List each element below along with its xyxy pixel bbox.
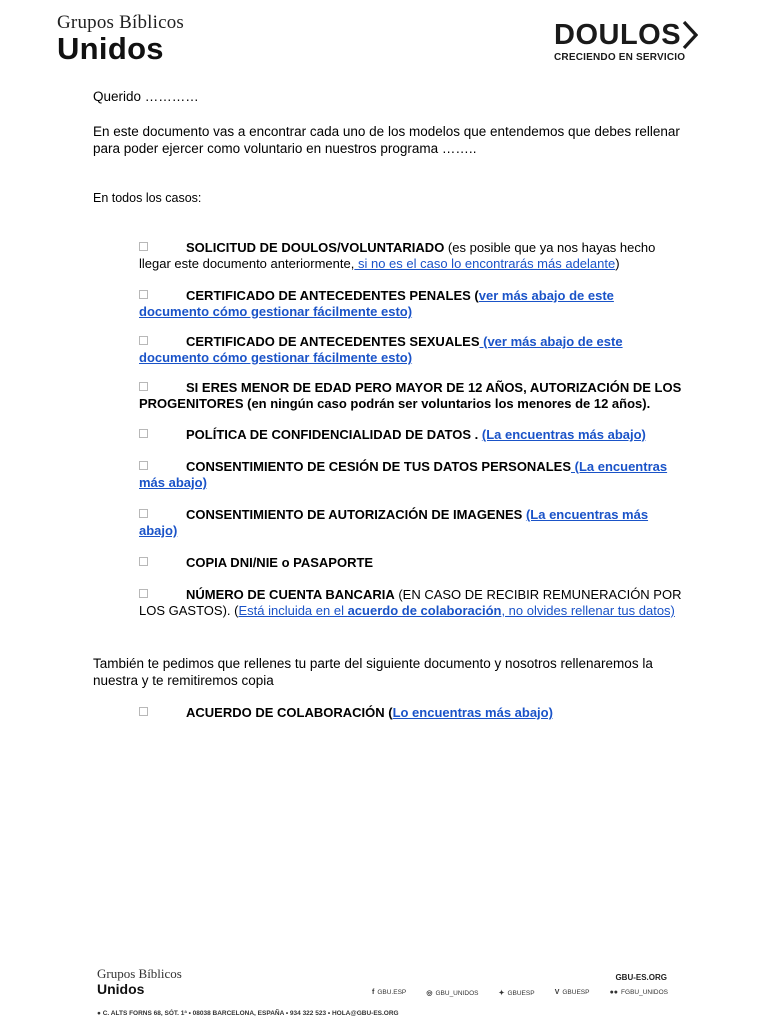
checkbox[interactable]	[139, 290, 148, 299]
gbu-logo-line1: Grupos Bíblicos	[57, 12, 185, 33]
link-encuentras-abajo-politica[interactable]: (La encuentras más abajo)	[481, 427, 646, 442]
footer-address: ● C. ALTS FORNS 68, SÓT. 1ª • 08038 BARCELONA, ESPAÑA • 934 322 523 • HOLA@GBU-ES.ORG	[97, 1010, 399, 1017]
social-vimeo[interactable]: V GBUESP	[554, 989, 590, 996]
checkbox[interactable]	[139, 429, 148, 438]
list-item-acuerdo-colaboracion: ACUERDO DE COLABORACIÓN (Lo encuentras más abajo)	[139, 705, 683, 721]
all-cases-label: En todos los casos:	[93, 191, 202, 205]
link-encuentras-abajo-acuerdo[interactable]: Lo encuentras más abajo)	[392, 705, 553, 720]
doulos-arrow-icon	[682, 20, 698, 50]
twitter-icon: ✦	[498, 990, 505, 997]
checkbox[interactable]	[139, 509, 148, 518]
checkbox[interactable]	[139, 382, 148, 391]
link-acuerdo-colaboracion[interactable]: acuerdo de colaboración	[347, 603, 502, 618]
gbu-logo-line2: Unidos	[57, 31, 164, 66]
social-instagram[interactable]: ◎ GBU_UNIDOS	[426, 990, 479, 997]
list-item-cuenta-bancaria: NÚMERO DE CUENTA BANCARIA (EN CASO DE RECIBIR REMUNERACIÓN POR LOS GASTOS). (Está incluida en el acuerdo de colaboración, no olvides rellenar tus datos)	[139, 587, 682, 618]
checkbox[interactable]	[139, 336, 148, 345]
social-flickr[interactable]: ●● FGBU_UNIDOS	[609, 989, 668, 996]
list-item-antecedentes-penales: CERTIFICADO DE ANTECEDENTES PENALES (ver más abajo de este documento cómo gestionar fácilmente esto)	[139, 288, 614, 319]
doulos-logo	[554, 20, 698, 63]
facebook-icon: f	[372, 989, 375, 996]
list-item-politica-confidencialidad: POLÍTICA DE CONFIDENCIALIDAD DE DATOS . (La encuentras más abajo)	[139, 427, 683, 443]
link-encuentras-abajo-imagenes[interactable]: (La encuentras más abajo)	[139, 507, 649, 538]
intro-paragraph: En este documento vas a encontrar cada uno de los modelos que entendemos que debes rellenar para poder ejercer como voluntario en nuestros programa ……..	[93, 124, 680, 156]
instagram-icon: ◎	[426, 990, 433, 997]
link-encuentras-abajo-cesion[interactable]: (La encuentras más abajo)	[139, 459, 668, 490]
social-facebook[interactable]: f GBU.ESP	[372, 989, 407, 996]
flickr-icon: ●●	[609, 989, 619, 996]
also-paragraph: También te pedimos que rellenes tu parte del siguiente documento y nosotros rellenaremos la nuestra y te remitiremos copia	[93, 656, 653, 688]
checkbox[interactable]	[139, 557, 148, 566]
doulos-logo-word: DOULOS	[554, 18, 682, 51]
gbu-logo	[57, 13, 184, 64]
footer-gbu-logo	[97, 967, 182, 996]
list-item-autorizacion-imagenes: CONSENTIMIENTO DE AUTORIZACIÓN DE IMAGENES (La encuentras más abajo)	[139, 507, 649, 538]
checkbox[interactable]	[139, 707, 148, 716]
link-ver-mas-abajo-sexuales[interactable]: (ver más abajo de este documento cómo gestionar fácilmente esto)	[139, 334, 623, 365]
social-twitter[interactable]: ✦ GBUESP	[498, 990, 535, 997]
footer-social-links	[372, 989, 668, 997]
link-ver-mas-abajo-penales[interactable]: ver más abajo de este documento cómo gestionar fácilmente esto)	[139, 288, 614, 319]
footer-logo-line2: Unidos	[97, 981, 145, 997]
letter-body	[93, 88, 683, 721]
checkbox[interactable]	[139, 461, 148, 470]
list-item-solicitud: SOLICITUD DE DOULOS/VOLUNTARIADO (es posible que ya nos hayas hecho llegar este documento anteriormente, si no es el caso lo encontrarás más adelante)	[139, 240, 656, 271]
list-item-copia-dni: COPIA DNI/NIE o PASAPORTE	[139, 555, 683, 571]
link-mas-adelante[interactable]: si no es el caso lo encontrarás más adelante	[354, 256, 616, 271]
collaboration-list	[139, 705, 683, 721]
list-item-autorizacion-progenitores: SI ERES MENOR DE EDAD PERO MAYOR DE 12 AÑOS, AUTORIZACIÓN DE LOS PROGENITORES (en ningún caso podrán ser voluntarios los menores de 12 años).	[139, 380, 682, 411]
checkbox[interactable]	[139, 242, 148, 251]
vimeo-icon: V	[554, 989, 560, 996]
checkbox[interactable]	[139, 589, 148, 598]
requirements-list	[139, 240, 683, 619]
doulos-tagline: CRECIENDO EN SERVICIO	[554, 52, 686, 63]
footer-logo-line1: Grupos Bíblicos	[97, 966, 182, 981]
link-acuerdo-incluida[interactable]: Está incluida en el	[238, 603, 348, 618]
footer-website[interactable]: GBU-ES.ORG	[615, 973, 667, 982]
greeting: Querido …………	[93, 89, 199, 104]
list-item-cesion-datos: CONSENTIMIENTO DE CESIÓN DE TUS DATOS PERSONALES (La encuentras más abajo)	[139, 459, 668, 490]
list-item-antecedentes-sexuales: CERTIFICADO DE ANTECEDENTES SEXUALES (ver más abajo de este documento cómo gestionar fácilmente esto)	[139, 334, 623, 365]
link-rellenar-datos[interactable]: , no olvides rellenar tus datos)	[501, 603, 675, 618]
